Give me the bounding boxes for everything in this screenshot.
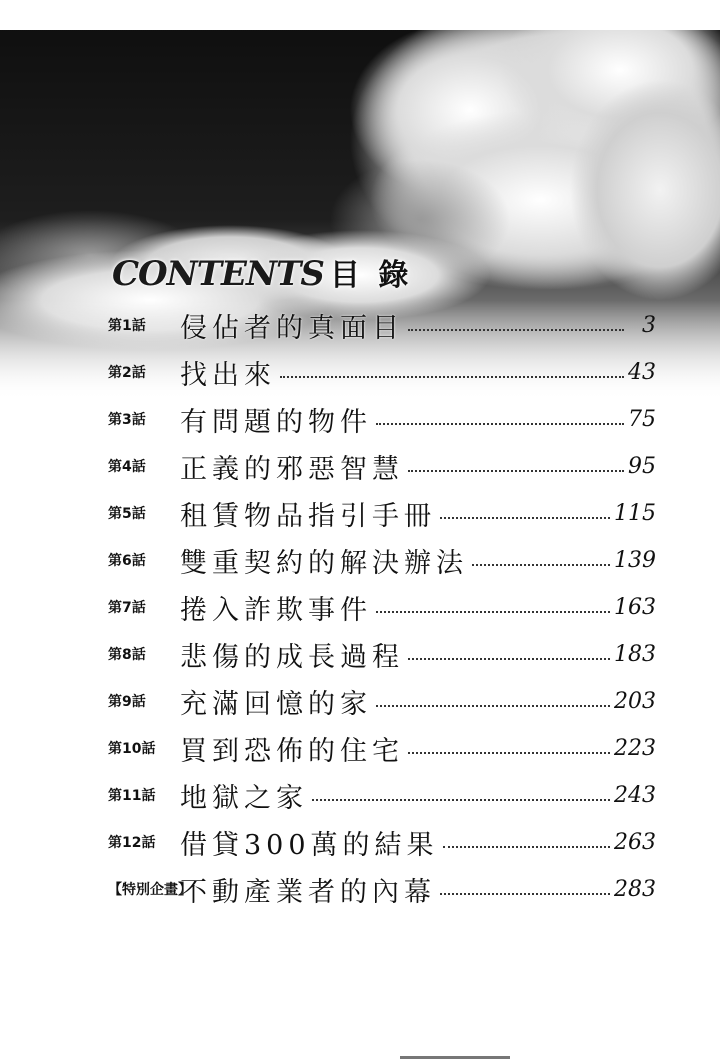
- page-number: 43: [628, 359, 656, 385]
- chapter-label: 第4話: [108, 459, 146, 475]
- dot-leader: [408, 752, 610, 754]
- dot-leader: [440, 517, 610, 519]
- chapter-label: 第5話: [108, 506, 146, 522]
- chapter-title: 地獄之家: [180, 782, 308, 814]
- toc-entry[interactable]: [108, 540, 656, 580]
- toc-entry[interactable]: [108, 446, 656, 486]
- chapter-label: 第3話: [108, 412, 146, 428]
- toc-entry[interactable]: [108, 493, 656, 533]
- bottom-edge-mark: [400, 1056, 510, 1059]
- dot-leader: [408, 470, 624, 472]
- chapter-title: 買到恐佈的住宅: [180, 735, 404, 767]
- contents-heading: [112, 250, 412, 298]
- dot-leader: [408, 658, 610, 660]
- chapter-label: 第1話: [108, 318, 146, 334]
- toc-entry[interactable]: [108, 587, 656, 627]
- chapter-label: 第10話: [108, 741, 156, 757]
- dot-leader: [443, 846, 610, 848]
- toc-entry[interactable]: [108, 399, 656, 439]
- chapter-title: 租賃物品指引手冊: [180, 500, 436, 532]
- dot-leader: [280, 376, 624, 378]
- toc-entry[interactable]: [108, 775, 656, 815]
- chapter-title: 借貸300萬的結果: [180, 829, 439, 861]
- page-number: 3: [642, 312, 656, 338]
- chapter-label: 第6話: [108, 553, 146, 569]
- page-number: 95: [628, 453, 656, 479]
- dot-leader: [376, 423, 624, 425]
- page-number: 163: [614, 594, 656, 620]
- page-number: 263: [614, 829, 656, 855]
- chapter-title: 雙重契約的解決辦法: [180, 547, 468, 579]
- chapter-label: 第7話: [108, 600, 146, 616]
- toc-entry[interactable]: [108, 728, 656, 768]
- chapter-label: 第2話: [108, 365, 146, 381]
- page-number: 75: [628, 406, 656, 432]
- page-number: 139: [614, 547, 656, 573]
- chapter-label: 【特別企畫】: [108, 882, 192, 898]
- dot-leader: [408, 329, 624, 331]
- toc-entry[interactable]: [108, 822, 656, 862]
- dot-leader: [440, 893, 610, 895]
- page-number: 183: [614, 641, 656, 667]
- chapter-label: 第9話: [108, 694, 146, 710]
- toc-entry[interactable]: [108, 305, 656, 345]
- page-number: 283: [614, 876, 656, 902]
- chapter-label: 第8話: [108, 647, 146, 663]
- page-number: 243: [614, 782, 656, 808]
- chapter-label: 第12話: [108, 835, 156, 851]
- chapter-title: 有問題的物件: [180, 406, 372, 438]
- chapter-title: 侵佔者的真面目: [180, 312, 404, 344]
- toc-entry[interactable]: [108, 681, 656, 721]
- chapter-title: 正義的邪惡智慧: [180, 453, 404, 485]
- chapter-title: 充滿回憶的家: [180, 688, 372, 720]
- chapter-title: 不動產業者的內幕: [180, 876, 436, 908]
- toc-entry[interactable]: [108, 869, 656, 909]
- toc-entry[interactable]: [108, 352, 656, 392]
- page-number: 223: [614, 735, 656, 761]
- chapter-title: 找出來: [180, 359, 276, 391]
- dot-leader: [312, 799, 610, 801]
- page-number: 115: [614, 500, 656, 526]
- page-number: 203: [614, 688, 656, 714]
- dot-leader: [376, 611, 610, 613]
- chapter-title: 悲傷的成長過程: [180, 641, 404, 673]
- chapter-label: 第11話: [108, 788, 156, 804]
- toc-entry[interactable]: [108, 634, 656, 674]
- heading-english: CONTENTS: [112, 254, 324, 294]
- chapter-title: 捲入詐欺事件: [180, 594, 372, 626]
- dot-leader: [376, 705, 610, 707]
- dot-leader: [472, 564, 610, 566]
- heading-chinese: 目 錄: [329, 258, 413, 293]
